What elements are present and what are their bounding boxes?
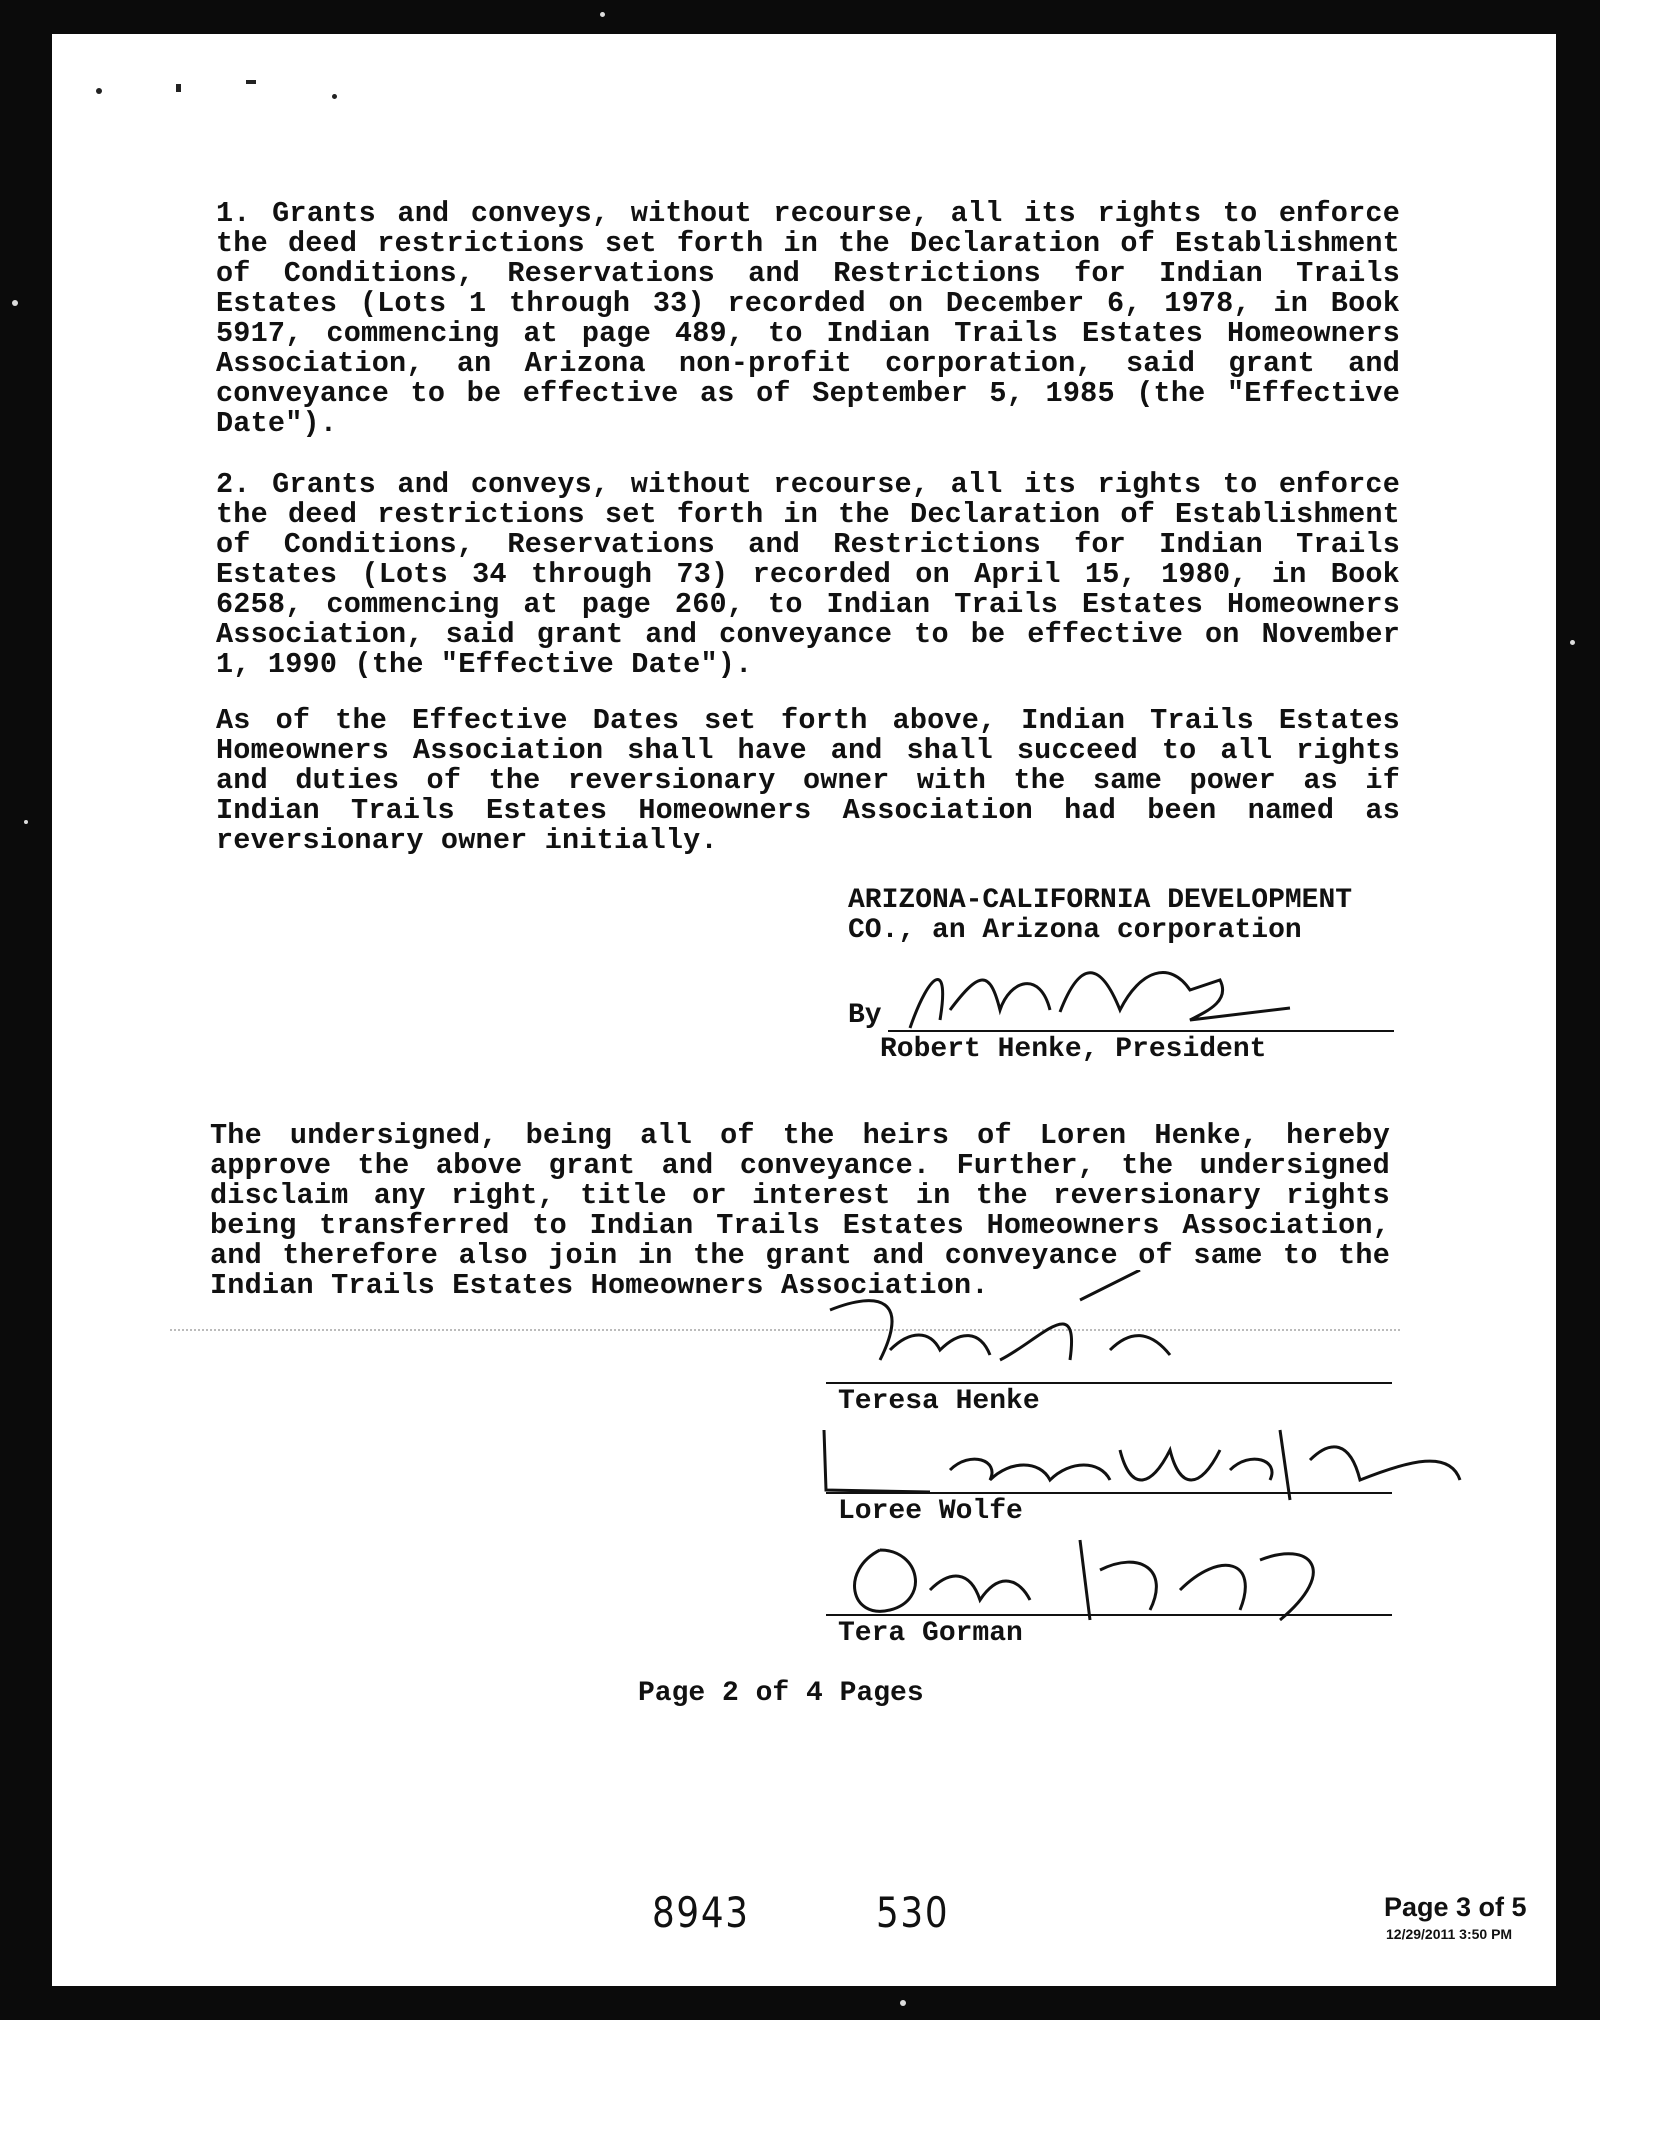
scan-border-right <box>1556 0 1600 2020</box>
paragraph-1: 1. Grants and conveys, without recourse, all its rights to enforce the deed restrictions set forth in the Declaration of Establishment of Conditions, Reservations and Restrictions for Indian Trails Estates (Lots 1 through 33) recorded on December 6, 1978, in Book 5917, commencing at page 489, to Indian Trails Estates Homeowners Association, an Arizona non-profit corporation, said grant and conveyance to be effective as of September 5, 1985 (the "Effective Date"). <box>216 197 1400 440</box>
recording-stamp-date: 12/29/2011 3:50 PM <box>1386 1926 1513 1942</box>
book-number: 8943 <box>652 1888 750 1937</box>
stray-mark <box>96 88 102 94</box>
paragraph-4: The undersigned, being all of the heirs of Loren Henke, hereby approve the above grant and conveyance. Further, the undersigned disclaim any right, title or interest in the reversionary rights being transferred to Indian Trails Estates Homeowners Association, and therefore also join in the grant and conveyance of same to the Indian Trails Estates Homeowners Association. <box>210 1119 1390 1302</box>
paragraph-3: As of the Effective Dates set forth above, Indian Trails Estates Homeowners Association shall have and shall succeed to all rights and duties of the reversionary owner with the same power as if Indian Trails Estates Homeowners Association had been named as reversionary owner initially. <box>216 704 1400 857</box>
company-line-2: CO., an Arizona corporation <box>848 915 1302 946</box>
scan-border-top <box>0 0 1600 34</box>
page-count: Page 2 of 4 Pages <box>638 1678 924 1709</box>
signature-line-heir2 <box>826 1492 1392 1494</box>
page-number: 530 <box>876 1888 950 1937</box>
heir1-name: Teresa Henke <box>838 1386 1040 1417</box>
scan-border-bottom <box>0 1986 1600 2020</box>
scan-speck <box>12 300 18 306</box>
stray-mark <box>176 84 181 92</box>
heir3-name: Tera Gorman <box>838 1618 1023 1649</box>
scan-speck <box>24 820 28 824</box>
stray-mark <box>246 80 256 84</box>
stray-mark <box>332 94 337 99</box>
scan-speck <box>1570 640 1575 645</box>
president-signature <box>890 950 1310 1040</box>
signature-line-heir3 <box>826 1614 1392 1616</box>
president-name: Robert Henke, President <box>880 1034 1267 1065</box>
scan-speck <box>900 2000 906 2006</box>
paragraph-2: 2. Grants and conveys, without recourse, all its rights to enforce the deed restrictions set forth in the Declaration of Establishment of Conditions, Reservations and Restrictions for Indian Trails Estates (Lots 34 through 73) recorded on April 15, 1980, in Book 6258, commencing at page 260, to Indian Trails Estates Homeowners Association, said grant and conveyance to be effective on November 1, 1990 (the "Effective Date"). <box>216 468 1400 681</box>
scan-border-left <box>0 0 52 2020</box>
signature-line-heir1 <box>826 1382 1392 1384</box>
recording-stamp-page: Page 3 of 5 <box>1384 1892 1527 1922</box>
heir2-name: Loree Wolfe <box>838 1496 1023 1527</box>
heir1-signature <box>820 1270 1240 1380</box>
scan-speck <box>600 12 605 17</box>
company-line-1: ARIZONA-CALIFORNIA DEVELOPMENT <box>848 885 1353 916</box>
company-block <box>848 886 1352 946</box>
by-label: By <box>848 1000 882 1031</box>
